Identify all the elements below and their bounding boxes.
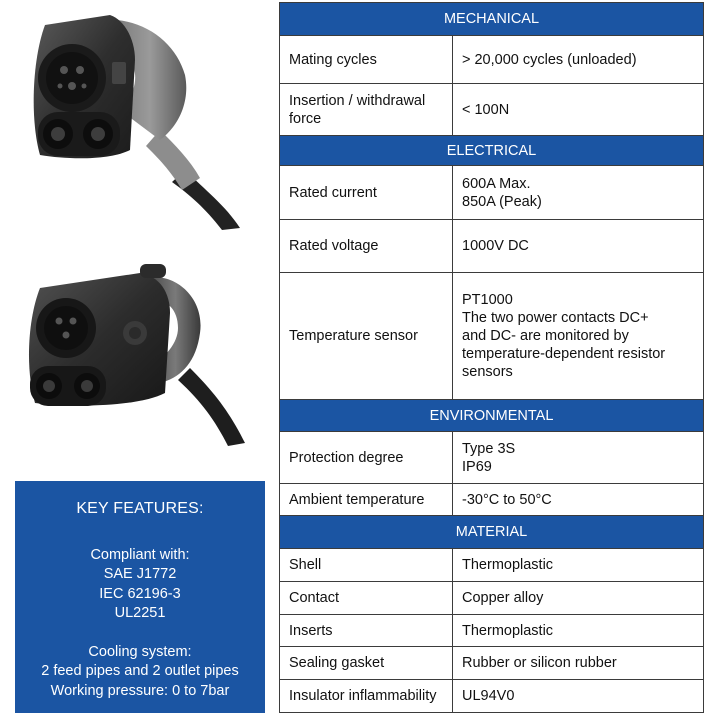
spec-value-text: Type 3S (462, 440, 516, 457)
connector-photo-front (0, 0, 270, 230)
spec-value (453, 615, 704, 647)
connector-illustration-front (0, 0, 270, 230)
spec-value (453, 680, 704, 713)
spec-value-text: and DC- are monitored by (462, 328, 629, 344)
standard-item: SAE J1772 (103, 566, 177, 582)
section-header-row (280, 516, 704, 549)
spec-name (280, 273, 453, 400)
spec-name-text: Protection degree (289, 449, 404, 466)
standard-item: IEC 62196-3 (99, 585, 181, 602)
table-row (280, 582, 704, 615)
spec-name-text: Sealing gasket (289, 655, 385, 671)
spec-value-text: 600A Max. (462, 175, 531, 192)
spec-value (453, 549, 704, 582)
table-row (280, 615, 704, 647)
section-header-row (280, 136, 704, 166)
key-features-title: KEY FEATURES: (76, 500, 204, 517)
spec-name-text: Rated voltage (289, 238, 379, 254)
spec-name-text: Inserts (289, 622, 333, 639)
spec-value-text: sensors (462, 364, 513, 380)
spec-value (453, 582, 704, 615)
spec-value (453, 484, 704, 516)
spec-name-text: Shell (289, 557, 322, 573)
spec-name (280, 549, 453, 582)
working-pressure: Working pressure: 0 to 7bar (50, 682, 230, 699)
spec-value-text: temperature-dependent resistor (462, 346, 666, 362)
spec-name-text: Ambient temperature (289, 491, 425, 508)
section-header-row (280, 400, 704, 432)
table-row (280, 36, 704, 84)
spec-name-text: Mating cycles (289, 51, 377, 68)
spec-value (453, 36, 704, 84)
spec-value-text: Rubber or silicon rubber (462, 655, 617, 671)
table-row (280, 680, 704, 713)
spec-value (453, 220, 704, 273)
spec-name-text: Insertion / (289, 92, 353, 109)
spec-value-text: The two power contacts DC+ (462, 310, 649, 326)
spec-value-text: UL94V0 (462, 688, 515, 704)
spec-value (453, 166, 704, 220)
spec-name (280, 647, 453, 680)
spec-name (280, 36, 453, 84)
section-mechanical-header: MECHANICAL (280, 3, 704, 36)
cooling-pipes: 2 feed pipes and 2 outlet pipes (41, 663, 239, 679)
spec-name-text: Temperature sensor (289, 328, 418, 344)
table-row (280, 84, 704, 136)
spec-value (453, 647, 704, 680)
spec-name (280, 432, 453, 484)
compliance-label: Compliant with: (90, 546, 190, 563)
connector-illustration-side (0, 258, 270, 448)
spec-value (453, 84, 704, 136)
table-row (280, 220, 704, 273)
spec-name (280, 680, 453, 713)
connector-photo-side (0, 258, 270, 448)
spec-value-text: > 20,000 cycles (unloaded) (462, 51, 637, 68)
spec-value-text: -30°C to 50°C (462, 491, 552, 508)
table-row (280, 166, 704, 220)
section-material-header: MATERIAL (280, 516, 704, 549)
spec-name (280, 166, 453, 220)
spec-name-text: Rated current (289, 184, 377, 201)
cooling-label: Cooling system: (88, 643, 192, 660)
spec-value-text: Thermoplastic (462, 557, 554, 573)
spec-value-text: 850A (Peak) (462, 193, 542, 210)
table-row (280, 484, 704, 516)
section-environmental-header: ENVIRONMENTAL (280, 400, 704, 432)
spec-value-text: < 100N (462, 101, 510, 118)
table-row (280, 432, 704, 484)
spec-name (280, 484, 453, 516)
spec-name (280, 582, 453, 615)
spec-value-text: 1000V DC (462, 238, 529, 254)
section-header-row (280, 3, 704, 36)
spec-name (280, 615, 453, 647)
spec-table (279, 2, 704, 713)
spec-name-text: Contact (289, 590, 339, 606)
spec-value (453, 432, 704, 484)
standard-item: UL2251 (114, 605, 166, 621)
spec-value-text: Thermoplastic (462, 622, 554, 639)
spec-value (453, 273, 704, 400)
spec-value-text: IP69 (462, 458, 492, 475)
spec-value-text: Copper alloy (462, 590, 544, 606)
spec-name (280, 84, 453, 136)
spec-name-text: withdrawal force (289, 92, 426, 127)
spec-name (280, 220, 453, 273)
spec-name-text: Insulator inflammability (289, 688, 437, 704)
section-electrical-header: ELECTRICAL (280, 136, 704, 166)
key-features-panel (15, 481, 265, 713)
table-row (280, 273, 704, 400)
table-row (280, 549, 704, 582)
table-row (280, 647, 704, 680)
spec-value-text: PT1000 (462, 292, 513, 308)
